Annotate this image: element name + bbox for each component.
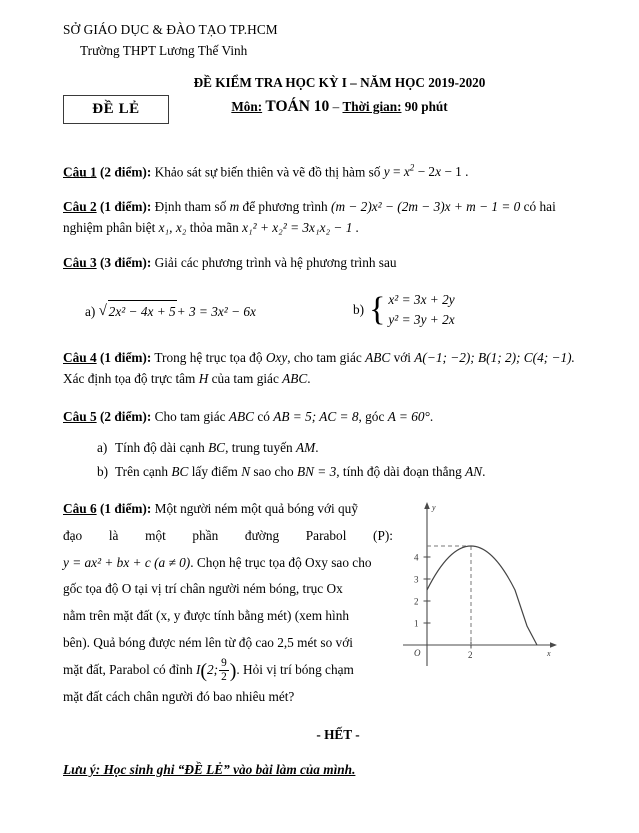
item-a-end: . bbox=[315, 440, 319, 456]
subject-label: Môn: bbox=[231, 99, 263, 114]
question-6-colon: : bbox=[146, 500, 152, 516]
question-5-angle: A = 60° bbox=[387, 408, 430, 424]
part-a-label: a) bbox=[85, 303, 96, 319]
q6-vertex-num: 9 bbox=[221, 657, 227, 670]
part-a-radical bbox=[99, 300, 177, 323]
item-a-bc: BC bbox=[208, 440, 226, 456]
system-brace: { bbox=[369, 290, 386, 328]
q1-x: x bbox=[403, 164, 410, 180]
question-5-sides: AB = 5; AC = 8 bbox=[273, 408, 359, 424]
note bbox=[63, 762, 583, 778]
q1-exp: 2 bbox=[409, 163, 415, 173]
question-4-line1a: Trong hệ trục tọa độ bbox=[154, 349, 263, 365]
q6-text-7a: mặt đất, Parabol có đỉnh bbox=[63, 662, 193, 678]
parabola-svg bbox=[401, 498, 561, 673]
question-3-part-b bbox=[353, 286, 455, 331]
q6-vertex-fraction bbox=[219, 657, 229, 682]
q6-vertex-label: I bbox=[195, 662, 201, 678]
question-5 bbox=[63, 406, 583, 483]
item-b-text4: , tính độ dài đoạn thẳng bbox=[336, 463, 462, 479]
time-label: Thời gian: bbox=[342, 99, 402, 114]
item-a-text1: Tính độ dài cạnh bbox=[115, 440, 205, 456]
question-4 bbox=[63, 347, 583, 390]
q1-minus2: − 2 bbox=[417, 164, 436, 180]
page-header bbox=[0, 0, 639, 135]
exam-content bbox=[0, 161, 639, 711]
q6-line-8 bbox=[63, 684, 393, 711]
x-axis-label: x bbox=[547, 648, 551, 658]
question-5-line1a: Cho tam giác bbox=[154, 408, 226, 424]
q1-eq: = bbox=[393, 164, 401, 180]
q6-text-6: bên). Quả bóng được ném lên từ độ cao 2,5 mét so với bbox=[63, 635, 353, 651]
question-2-points: (1 điểm) bbox=[99, 198, 147, 214]
question-3-part-a bbox=[63, 286, 353, 323]
exam-title: ĐỀ KIỂM TRA HỌC KỲ I – NĂM HỌC 2019-2020 bbox=[193, 75, 486, 90]
q6-vertex-den: 2 bbox=[221, 670, 227, 683]
origin-label: O bbox=[414, 647, 421, 658]
subject-value: TOÁN 10 bbox=[265, 98, 330, 115]
question-4-triangle: ABC bbox=[365, 349, 391, 365]
y-tick-label-4: 4 bbox=[414, 552, 419, 563]
q6-text-2: đạo là một phần đường Parabol (P): bbox=[63, 527, 393, 543]
item-b-text3: sao cho bbox=[253, 463, 294, 479]
question-1-formula bbox=[384, 164, 469, 179]
page-footer bbox=[0, 727, 639, 778]
question-5-number: Câu 5 bbox=[63, 408, 97, 424]
q6-line-3 bbox=[63, 550, 393, 577]
question-4-line1c: với bbox=[393, 349, 411, 365]
question-1-points: (2 điểm) bbox=[99, 164, 147, 180]
item-b-an: AN bbox=[465, 463, 483, 479]
y-axis-arrow bbox=[424, 502, 430, 509]
question-2-line2a: nghiệm phân biệt bbox=[63, 220, 156, 236]
item-b-end: . bbox=[482, 463, 486, 479]
question-4-line2a: Xác định tọa độ trực tâm bbox=[63, 371, 196, 387]
exam-code-box: ĐỀ LẺ bbox=[63, 95, 169, 124]
question-4-orthocenter: H bbox=[198, 371, 209, 387]
item-b-bc: BC bbox=[171, 463, 189, 479]
question-4-points: (1 điểm) bbox=[99, 349, 147, 365]
question-2-line2b: thỏa mãn bbox=[189, 220, 239, 236]
part-a-radicand: 2x² − 4x + 5 bbox=[108, 300, 177, 323]
item-b-marker: b) bbox=[97, 463, 109, 479]
q6-text-4: gốc tọa độ O tại vị trí chân người ném bóng, trục Ox bbox=[63, 581, 343, 597]
subtitle-dash: – bbox=[332, 99, 340, 114]
q6-line-4 bbox=[63, 576, 393, 603]
item-a-text2: , trung tuyến bbox=[225, 440, 293, 456]
q1-minus1: − 1 . bbox=[444, 164, 469, 180]
item-b-text2: lấy điểm bbox=[191, 463, 238, 479]
q6-line-6 bbox=[63, 630, 393, 657]
item-b-text1: Trên cạnh bbox=[115, 463, 169, 479]
question-2-equation: (m − 2)x² − (2m − 3)x + m − 1 = 0 bbox=[331, 198, 521, 214]
y-axis-label: y bbox=[432, 502, 436, 512]
x-axis-arrow bbox=[550, 642, 557, 648]
question-1 bbox=[63, 161, 583, 183]
title-block bbox=[0, 75, 639, 135]
question-2-roots: x₁, x₂ bbox=[158, 220, 187, 236]
item-a-am: AM bbox=[295, 440, 316, 456]
question-4-period: . bbox=[307, 371, 311, 387]
part-b-system bbox=[388, 290, 454, 331]
question-2-line1c: có hai bbox=[523, 198, 556, 214]
question-1-colon: : bbox=[146, 164, 152, 180]
question-4-colon: : bbox=[146, 349, 152, 365]
department-name: SỞ GIÁO DỤC & ĐÀO TẠO TP.HCM bbox=[63, 22, 278, 37]
q6-paren-open: ( bbox=[200, 660, 208, 682]
question-4-oxy: Oxy bbox=[265, 349, 288, 365]
question-3-parts bbox=[63, 286, 583, 331]
q6-line-2 bbox=[63, 523, 393, 550]
q6-text-8: mặt đất cách chân người đó bao nhiêu mét? bbox=[63, 688, 295, 704]
end-mark: - HẾT - bbox=[316, 726, 360, 742]
part-b-eq2: y² = 3y + 2x bbox=[388, 312, 455, 328]
question-2-param: m bbox=[229, 198, 240, 214]
q1-y: y bbox=[383, 164, 390, 180]
question-1-text: Khảo sát sự biến thiên và vẽ đồ thị hàm số bbox=[154, 164, 381, 180]
question-4-line1b: , cho tam giác bbox=[287, 349, 362, 365]
q1-x2: x bbox=[435, 164, 441, 180]
question-2-colon: : bbox=[146, 198, 152, 214]
question-5-item-a bbox=[97, 436, 583, 459]
q6-paren-close: ) bbox=[229, 660, 237, 682]
y-tick-label-3: 3 bbox=[414, 574, 419, 585]
q6-text-1: Một người ném một quả bóng với quỹ bbox=[154, 500, 358, 516]
question-5-colon: : bbox=[146, 408, 152, 424]
part-a-rest: + 3 = 3x² − 6x bbox=[176, 303, 256, 319]
question-3 bbox=[63, 252, 583, 331]
question-2-condition: x₁² + x₂² = 3x₁x₂ − 1 . bbox=[242, 220, 360, 236]
question-5-line1c: , góc bbox=[358, 408, 385, 424]
question-2-line1b: để phương trình bbox=[242, 198, 328, 214]
question-6 bbox=[63, 496, 583, 711]
q6-text-7b: . Hỏi vị trí bóng chạm bbox=[236, 662, 354, 678]
question-5-triangle: ABC bbox=[228, 408, 254, 424]
question-6-number: Câu 6 bbox=[63, 500, 97, 516]
question-3-text: Giải các phương trình và hệ phương trình sau bbox=[154, 255, 397, 271]
question-6-text bbox=[63, 496, 393, 711]
q6-line-5 bbox=[63, 603, 393, 630]
time-value: 90 phút bbox=[404, 99, 448, 114]
question-3-points: (3 điểm) bbox=[99, 255, 147, 271]
question-4-points-list: A(−1; −2); B(1; 2); C(4; −1). bbox=[414, 349, 575, 365]
question-4-number: Câu 4 bbox=[63, 349, 97, 365]
question-4-triangle2: ABC bbox=[282, 371, 308, 387]
x-tick-label-2: 2 bbox=[468, 649, 473, 660]
q6-line-7 bbox=[63, 657, 393, 684]
question-2-number: Câu 2 bbox=[63, 198, 97, 214]
question-5-item-b bbox=[97, 460, 583, 483]
part-b-label: b) bbox=[353, 302, 365, 318]
question-1-number: Câu 1 bbox=[63, 164, 97, 180]
question-3-colon: : bbox=[146, 255, 152, 271]
item-b-bn: BN = 3 bbox=[296, 463, 337, 479]
question-3-number: Câu 3 bbox=[63, 255, 97, 271]
question-5-period: . bbox=[429, 408, 434, 424]
question-2 bbox=[63, 196, 583, 239]
question-5-subitems bbox=[63, 436, 583, 483]
question-2-line1a: Định tham số bbox=[154, 198, 227, 214]
q6-line-1 bbox=[63, 496, 393, 523]
note-label: Lưu ý: bbox=[63, 761, 101, 777]
question-5-line1b: có bbox=[257, 408, 270, 424]
question-5-points: (2 điểm) bbox=[99, 408, 147, 424]
y-tick-label-1: 1 bbox=[414, 618, 419, 629]
q6-text-3: . Chọn hệ trục tọa độ Oxy sao cho bbox=[190, 554, 372, 570]
question-6-points: (1 điểm) bbox=[99, 500, 147, 516]
q6-parabola-eq: y = ax² + bx + c (a ≠ 0) bbox=[63, 554, 191, 570]
parabola-figure bbox=[401, 498, 566, 678]
q6-text-5: nằm trên mặt đất (x, y được tính bằng mét) (xem hình bbox=[63, 608, 350, 624]
parabola-curve bbox=[427, 546, 537, 645]
y-tick-label-2: 2 bbox=[414, 596, 419, 607]
part-b-eq1: x² = 3x + 2y bbox=[388, 291, 455, 307]
item-b-n: N bbox=[241, 463, 251, 479]
question-4-line2b: của tam giác bbox=[211, 371, 279, 387]
note-text: Học sinh ghi “ĐỀ LẺ” vào bài làm của mình. bbox=[100, 761, 356, 777]
school-name: Trường THPT Lương Thế Vinh bbox=[80, 43, 248, 58]
q6-vertex-x: 2; bbox=[207, 662, 219, 678]
item-a-marker: a) bbox=[97, 440, 108, 456]
